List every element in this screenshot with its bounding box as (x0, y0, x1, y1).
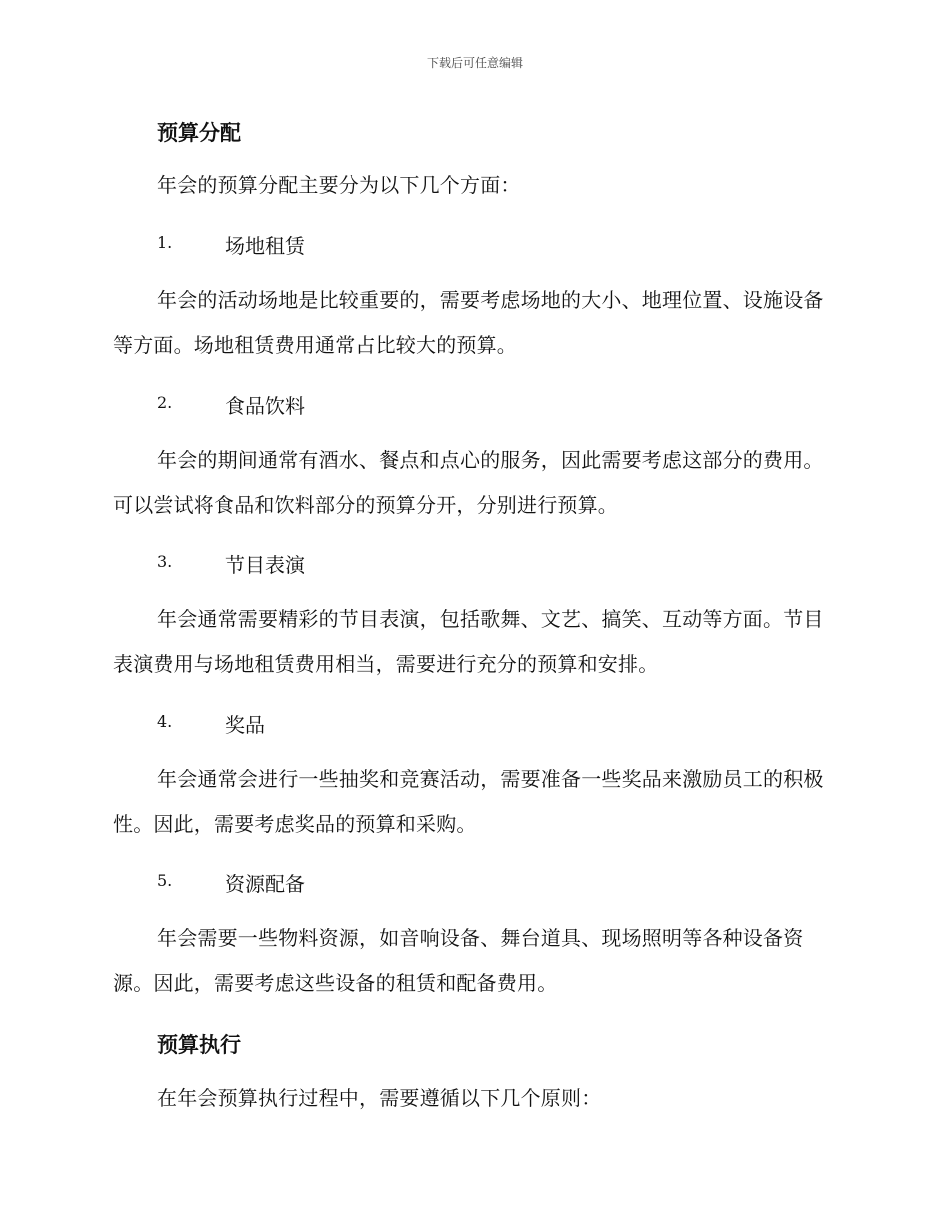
list-label: 食品饮料 (225, 394, 305, 418)
list-item-5-paragraph: 年会需要一些物料资源，如音响设备、舞台道具、现场照明等各种设备资源。因此，需要考虑这些设备的租赁和配备费用。 (113, 926, 804, 995)
section-heading-budget-execution: 预算执行 (157, 1033, 241, 1057)
list-number: 4. (157, 712, 173, 731)
list-label: 节目表演 (225, 553, 305, 577)
list-item-2-paragraph: 年会的期间通常有酒水、餐点和点心的服务，因此需要考虑这部分的费用。可以尝试将食品和饮料部分的预算分开，分别进行预算。 (113, 448, 824, 517)
list-item-3-paragraph: 年会通常需要精彩的节目表演，包括歌舞、文艺、搞笑、互动等方面。节目表演费用与场地租赁费用相当，需要进行充分的预算和安排。 (113, 607, 824, 676)
list-label: 资源配备 (225, 872, 305, 896)
section-heading-budget-allocation: 预算分配 (157, 121, 241, 145)
list-number: 5. (157, 871, 173, 890)
list-number: 3. (157, 552, 173, 571)
list-item-1-paragraph: 年会的活动场地是比较重要的，需要考虑场地的大小、地理位置、设施设备等方面。场地租赁费用通常占比较大的预算。 (113, 288, 824, 357)
section2-intro-paragraph: 在年会预算执行过程中，需要遵循以下几个原则： (157, 1086, 602, 1110)
list-label: 场地租赁 (225, 234, 305, 258)
list-item-4-paragraph: 年会通常会进行一些抽奖和竞赛活动，需要准备一些奖品来激励员工的积极性。因此，需要考虑奖品的预算和采购。 (113, 767, 824, 836)
list-number: 2. (157, 393, 173, 412)
section-intro-paragraph: 年会的预算分配主要分为以下几个方面： (157, 173, 521, 197)
list-label: 奖品 (225, 713, 265, 737)
list-number: 1. (157, 233, 173, 252)
header-note: 下载后可任意编辑 (426, 56, 523, 70)
